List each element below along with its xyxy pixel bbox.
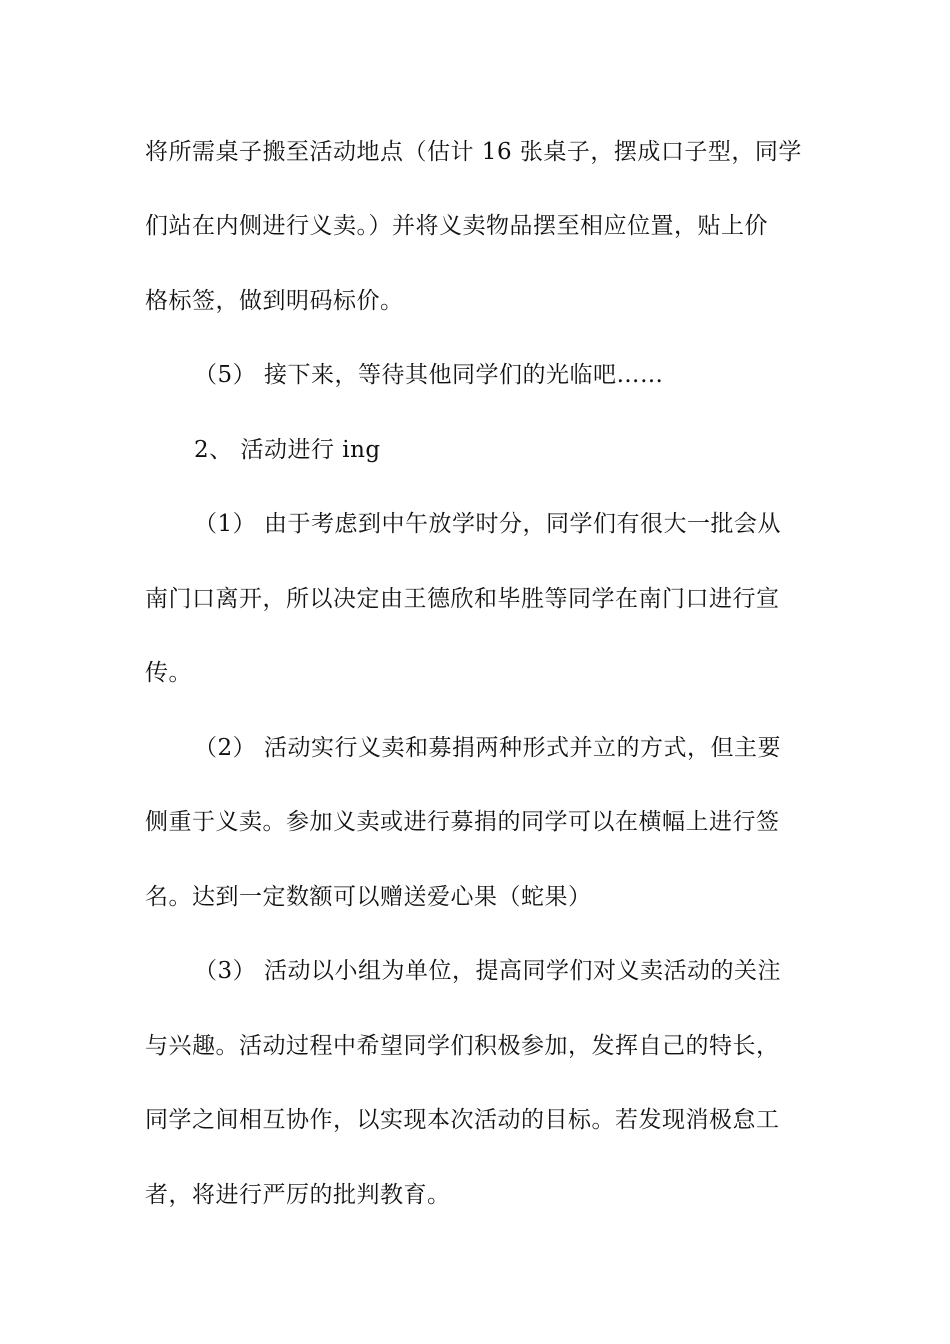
text-line: 与兴趣。活动过程中希望同学们积极参加，发挥自己的特长， <box>145 1033 780 1059</box>
text-line: 侧重于义卖。参加义卖或进行募捐的同学可以在横幅上进行签 <box>145 809 780 835</box>
text-line: 传。 <box>145 660 192 686</box>
text-line: （3） 活动以小组为单位，提高同学们对义卖活动的关注 <box>194 958 781 984</box>
text-line: （2） 活动实行义卖和募捐两种形式并立的方式，但主要 <box>194 735 781 761</box>
text-line: 将所需桌子搬至活动地点（估计 16 张桌子，摆成口子型，同学 <box>145 139 802 165</box>
text-line: （1） 由于考虑到中午放学时分，同学们有很大一批会从 <box>194 511 781 537</box>
text-line: 们站在内侧进行义卖。）并将义卖物品摆至相应位置，贴上价 <box>145 213 768 239</box>
text-line: 南门口离开，所以决定由王德欣和毕胜等同学在南门口进行宣 <box>145 586 780 612</box>
text-line: （5） 接下来，等待其他同学们的光临吧…… <box>194 362 664 388</box>
text-line: 格标签，做到明码标价。 <box>145 288 404 314</box>
text-line: 名。达到一定数额可以赠送爱心果（蛇果） <box>145 884 592 910</box>
text-line: 者，将进行严厉的批判教育。 <box>145 1182 451 1208</box>
text-line: 同学之间相互协作，以实现本次活动的目标。若发现消极怠工 <box>145 1107 780 1133</box>
section-heading: 2、 活动进行 ing <box>194 437 381 463</box>
